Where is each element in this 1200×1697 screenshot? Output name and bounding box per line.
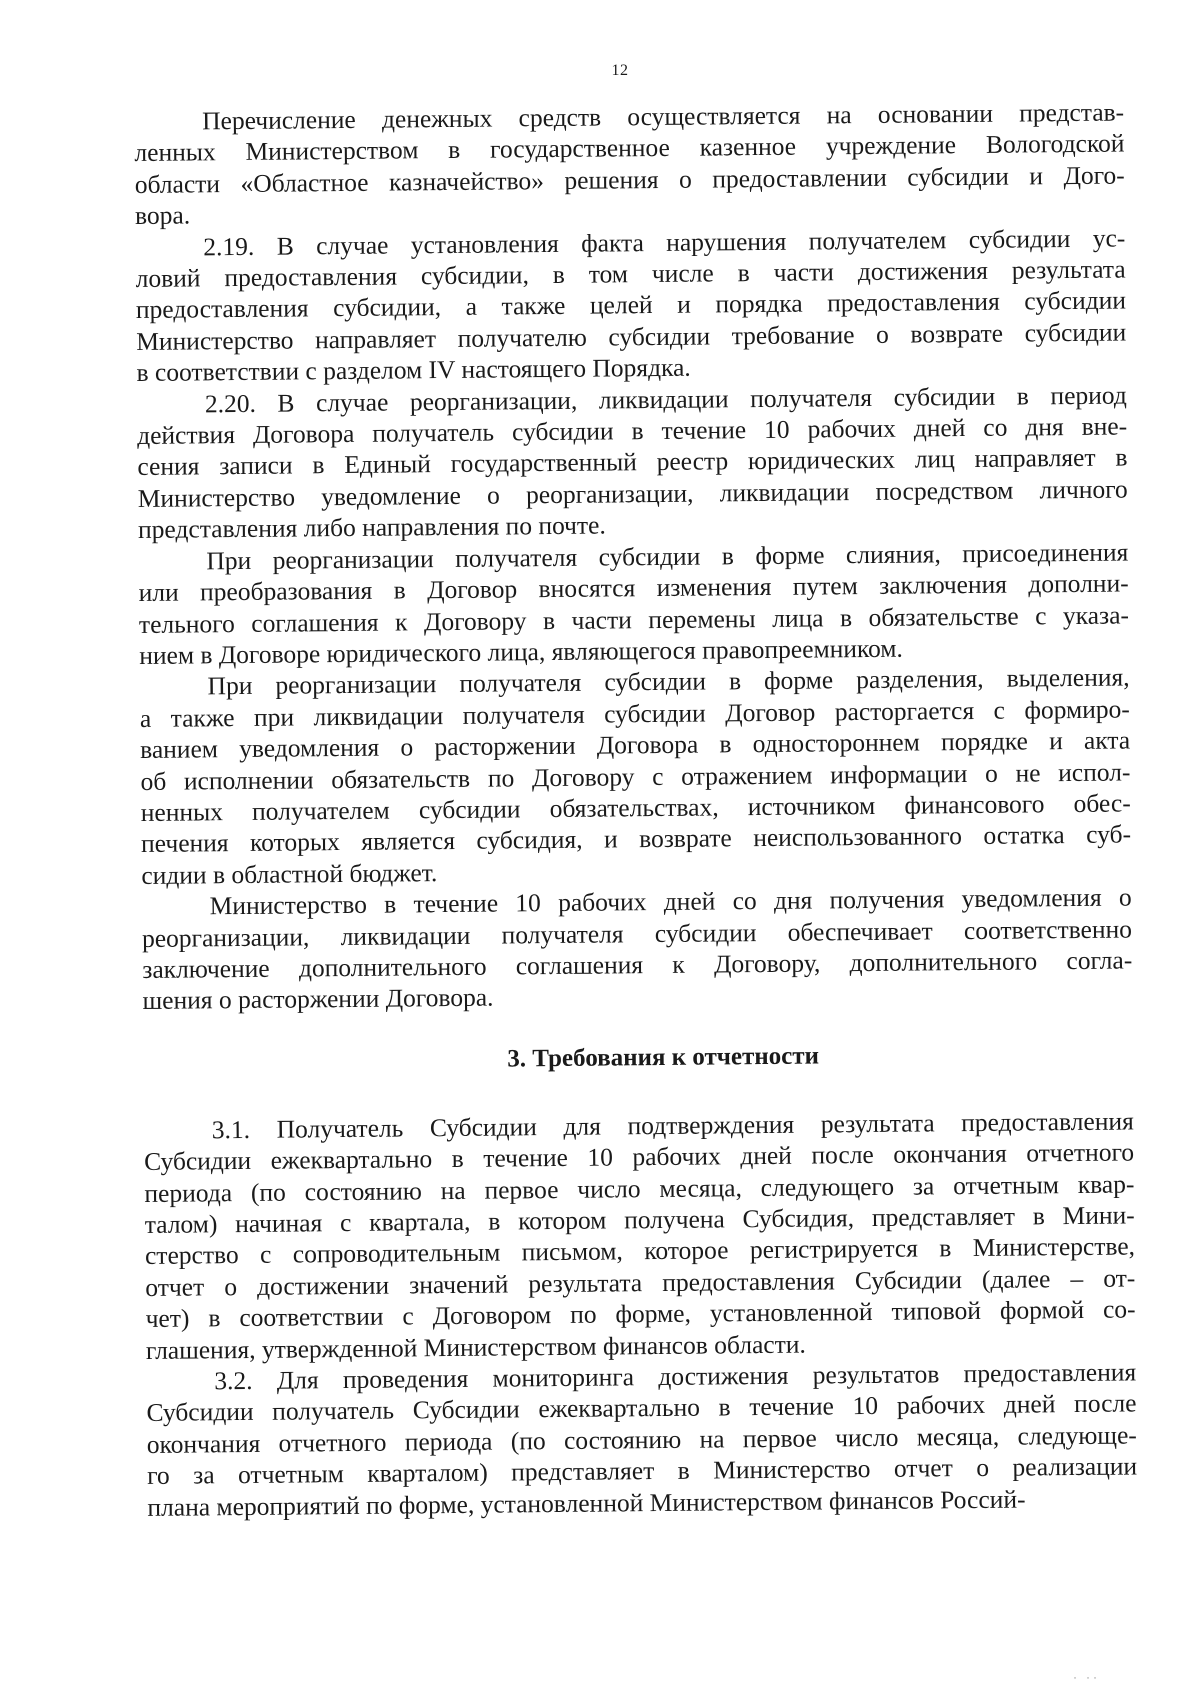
text-line: чет) в соответствии с Договором по форме, установленной типовой формой со- <box>145 1294 1136 1334</box>
text-line: ненных получателем субсидии обязательствах, источником финансового обес- <box>140 788 1131 827</box>
text-line: Министерство в течение 10 рабочих дней со дня получения уведомления о <box>209 882 1132 921</box>
text-line: заключение дополнительного соглашения к Договору, дополнительного согла- <box>142 945 1133 984</box>
text-line: 3.2. Для проведения мониторинга достижения результатов предоставления <box>214 1357 1137 1396</box>
text-line: нием в Договоре юридического лица, являющегося правопреемником. <box>139 633 903 670</box>
text-line: вора. <box>134 200 191 231</box>
paragraph-ministry-notice <box>142 882 1133 1017</box>
text-line: сидии в областной бюджет. <box>141 857 438 890</box>
text-line: действия Договора получатель субсидии в течение 10 рабочих дней со дня вне- <box>137 411 1128 451</box>
text-line: области «Областное казначейство» решения о предоставлении субсидии и Дого- <box>134 160 1125 199</box>
text-line: 3.1. Получатель Субсидии для подтверждения результата предоставления <box>211 1106 1134 1145</box>
paragraph-transfer <box>134 96 1125 231</box>
text-line: Министерство направляет получателю субсидии требование о возврате субсидии <box>136 317 1127 356</box>
text-line: Субсидии получатель Субсидии ежеквартально в течение 10 рабочих дней после <box>146 1388 1137 1428</box>
paragraph-3-2 <box>146 1356 1137 1523</box>
text-line: реорганизации, ликвидации получателя субсидии обеспечивает соответственно <box>141 914 1133 953</box>
text-line: При реорганизации получателя субсидии в форме слияния, присоединения <box>206 537 1129 576</box>
paragraph-2-19 <box>135 222 1126 389</box>
text-line: окончания отчетного периода (по состоянию на первое число месяца, следующе- <box>146 1420 1137 1459</box>
text-line: сения записи в Единый государственный реестр юридических лиц направляет в <box>137 442 1128 482</box>
section-2-tail <box>134 96 1133 1016</box>
text-line: 2.19. В случае установления факта нарушения получателем субсидии ус- <box>203 223 1126 261</box>
paragraph-2-20 <box>137 379 1128 546</box>
text-line: отчет о достижении значений результата предоставления Субсидии (далее – от- <box>145 1263 1136 1302</box>
text-line: а также при ликвидации получателя субсидии Договор расторгается с формиро- <box>139 694 1130 733</box>
text-line: плана мероприятий по форме, установленной Министерством финансов Россий- <box>147 1484 1026 1522</box>
text-line: талом) начиная с квартала, в котором получена Субсидия, представляет в Мини- <box>144 1200 1135 1239</box>
text-line: тельного соглашения к Договору в части перемены лица в обязательстве с указа- <box>138 599 1130 639</box>
section-heading: 3. Требования к отчетности <box>507 1042 820 1073</box>
text-line: ванием уведомления о расторжении Договора в одностороннем порядке и акта <box>140 725 1131 765</box>
text-line: 2.20. В случае реорганизации, ликвидации получателя субсидии в период <box>204 380 1127 418</box>
paragraph-merger <box>138 536 1129 671</box>
text-line: ленных Министерством в государственное казенное учреждение Вологодской <box>134 128 1125 168</box>
document-body <box>134 96 1138 1523</box>
text-line: печения которых является субсидия, и возврате неиспользованного остатка суб- <box>140 819 1132 859</box>
page-number: 12 <box>611 62 629 79</box>
text-line: в соответствии с разделом IV настоящего Порядка. <box>136 352 691 388</box>
text-line: Субсидии ежеквартально в течение 10 рабочих дней после окончания отчетного <box>143 1137 1135 1177</box>
text-line: стерство с сопроводительным письмом, которое регистрируется в Министерстве, <box>144 1231 1136 1271</box>
text-line: го за отчетным кварталом) представляет в Министерство отчет о реализации <box>147 1451 1138 1491</box>
text-line: шения о расторжении Договора. <box>142 982 494 1016</box>
scan-artifact: ˙ ˙˙ <box>1073 1674 1100 1688</box>
text-line: Перечисление денежных средств осуществляется на основании представ- <box>202 97 1125 136</box>
text-line: или преобразования в Договор вносятся изменения путем заключения дополни- <box>138 568 1129 608</box>
text-line: Министерство уведомление о реорганизации, ликвидации посредством личного <box>137 474 1128 513</box>
text-line: ловий предоставления субсидии, в том числе в части достижения результата <box>135 254 1126 294</box>
text-line: глашения, утвержденной Министерством финансов области. <box>145 1329 806 1365</box>
text-line: При реорганизации получателя субсидии в форме разделения, выделения, <box>207 662 1130 701</box>
text-line: об исполнении обязательств по Договору с отражением информации о не испол- <box>140 756 1131 796</box>
text-line: представления либо направления по почте. <box>137 510 606 545</box>
paragraph-division <box>139 662 1131 891</box>
paragraph-3-1 <box>144 1105 1136 1366</box>
text-line: предоставления субсидии, а также целей и порядка предоставления субсидии <box>135 285 1127 325</box>
section-3-body <box>144 1105 1138 1523</box>
text-line: периода (по состоянию на первое число месяца, следующего за отчетным квар- <box>144 1169 1135 1208</box>
